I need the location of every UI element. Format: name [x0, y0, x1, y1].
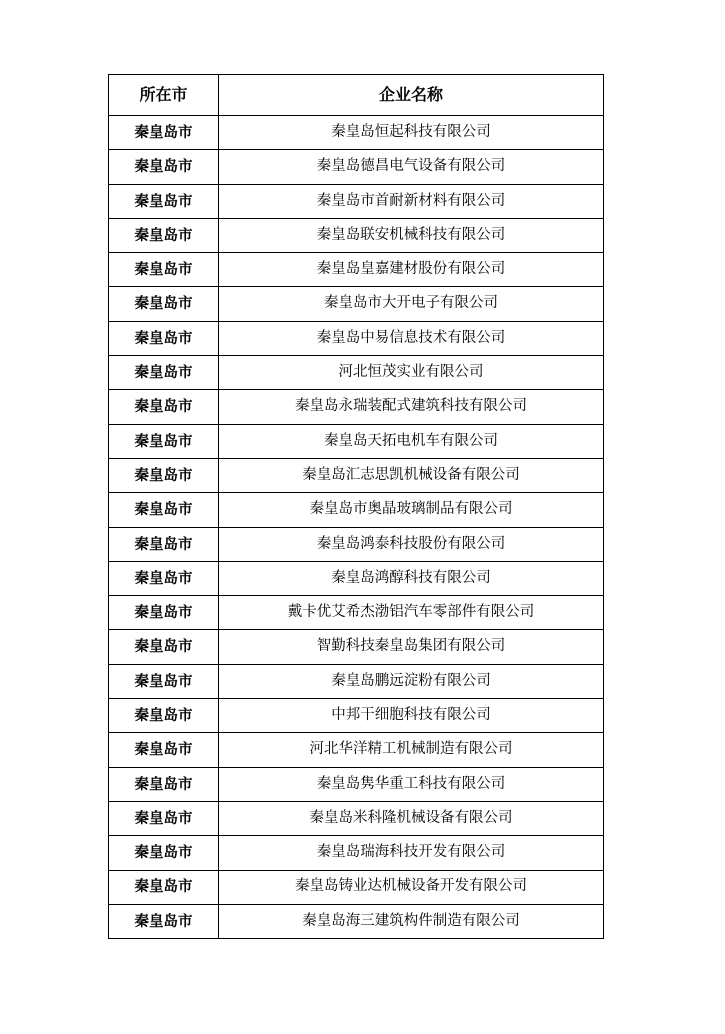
cell-city: 秦皇岛市	[109, 218, 219, 252]
cell-city: 秦皇岛市	[109, 150, 219, 184]
table-body	[109, 116, 604, 939]
table-row	[109, 904, 604, 938]
table-header	[109, 75, 604, 116]
cell-enterprise-name: 秦皇岛瑞海科技开发有限公司	[219, 836, 604, 870]
cell-enterprise-name: 秦皇岛联安机械科技有限公司	[219, 218, 604, 252]
cell-city: 秦皇岛市	[109, 493, 219, 527]
cell-enterprise-name: 秦皇岛鸿泰科技股份有限公司	[219, 527, 604, 561]
table-row	[109, 493, 604, 527]
cell-enterprise-name: 秦皇岛汇志思凯机械设备有限公司	[219, 458, 604, 492]
cell-enterprise-name: 秦皇岛市首耐新材料有限公司	[219, 184, 604, 218]
cell-city: 秦皇岛市	[109, 458, 219, 492]
cell-city: 秦皇岛市	[109, 116, 219, 150]
table-row	[109, 321, 604, 355]
table-row	[109, 184, 604, 218]
cell-enterprise-name: 智勤科技秦皇岛集团有限公司	[219, 630, 604, 664]
cell-city: 秦皇岛市	[109, 767, 219, 801]
table-row	[109, 801, 604, 835]
table-row	[109, 836, 604, 870]
cell-enterprise-name: 中邦干细胞科技有限公司	[219, 699, 604, 733]
cell-enterprise-name: 戴卡优艾希杰渤铝汽车零部件有限公司	[219, 596, 604, 630]
cell-enterprise-name: 河北华洋精工机械制造有限公司	[219, 733, 604, 767]
cell-enterprise-name: 秦皇岛永瑞装配式建筑科技有限公司	[219, 390, 604, 424]
table-row	[109, 253, 604, 287]
column-header-enterprise-name: 企业名称	[219, 75, 604, 116]
table-row	[109, 458, 604, 492]
table-row	[109, 699, 604, 733]
table-row	[109, 424, 604, 458]
table-row	[109, 561, 604, 595]
cell-city: 秦皇岛市	[109, 836, 219, 870]
cell-enterprise-name: 秦皇岛米科隆机械设备有限公司	[219, 801, 604, 835]
cell-enterprise-name: 秦皇岛铸业达机械设备开发有限公司	[219, 870, 604, 904]
cell-enterprise-name: 秦皇岛市奥晶玻璃制品有限公司	[219, 493, 604, 527]
cell-enterprise-name: 秦皇岛天拓电机车有限公司	[219, 424, 604, 458]
table-row	[109, 356, 604, 390]
table-row	[109, 527, 604, 561]
column-header-city: 所在市	[109, 75, 219, 116]
cell-city: 秦皇岛市	[109, 287, 219, 321]
cell-enterprise-name: 秦皇岛恒起科技有限公司	[219, 116, 604, 150]
cell-city: 秦皇岛市	[109, 356, 219, 390]
table-row	[109, 870, 604, 904]
cell-city: 秦皇岛市	[109, 733, 219, 767]
table-row	[109, 767, 604, 801]
cell-enterprise-name: 秦皇岛海三建筑构件制造有限公司	[219, 904, 604, 938]
cell-city: 秦皇岛市	[109, 870, 219, 904]
cell-city: 秦皇岛市	[109, 184, 219, 218]
table-row	[109, 390, 604, 424]
cell-city: 秦皇岛市	[109, 390, 219, 424]
table-row	[109, 287, 604, 321]
table-row	[109, 596, 604, 630]
table-row	[109, 116, 604, 150]
cell-enterprise-name: 秦皇岛市大开电子有限公司	[219, 287, 604, 321]
cell-city: 秦皇岛市	[109, 904, 219, 938]
table-row	[109, 150, 604, 184]
cell-enterprise-name: 秦皇岛皇嘉建材股份有限公司	[219, 253, 604, 287]
cell-city: 秦皇岛市	[109, 527, 219, 561]
table-header-row	[109, 75, 604, 116]
table-row	[109, 218, 604, 252]
cell-city: 秦皇岛市	[109, 664, 219, 698]
cell-enterprise-name: 河北恒茂实业有限公司	[219, 356, 604, 390]
table-row	[109, 733, 604, 767]
enterprise-table	[108, 74, 604, 939]
cell-city: 秦皇岛市	[109, 630, 219, 664]
table-row	[109, 630, 604, 664]
cell-enterprise-name: 秦皇岛德昌电气设备有限公司	[219, 150, 604, 184]
cell-city: 秦皇岛市	[109, 561, 219, 595]
enterprise-table-container	[108, 74, 603, 939]
cell-city: 秦皇岛市	[109, 699, 219, 733]
cell-city: 秦皇岛市	[109, 253, 219, 287]
table-row	[109, 664, 604, 698]
cell-enterprise-name: 秦皇岛鹏远淀粉有限公司	[219, 664, 604, 698]
cell-city: 秦皇岛市	[109, 321, 219, 355]
cell-enterprise-name: 秦皇岛中易信息技术有限公司	[219, 321, 604, 355]
cell-enterprise-name: 秦皇岛隽华重工科技有限公司	[219, 767, 604, 801]
cell-city: 秦皇岛市	[109, 801, 219, 835]
cell-city: 秦皇岛市	[109, 596, 219, 630]
cell-enterprise-name: 秦皇岛鸿醇科技有限公司	[219, 561, 604, 595]
cell-city: 秦皇岛市	[109, 424, 219, 458]
